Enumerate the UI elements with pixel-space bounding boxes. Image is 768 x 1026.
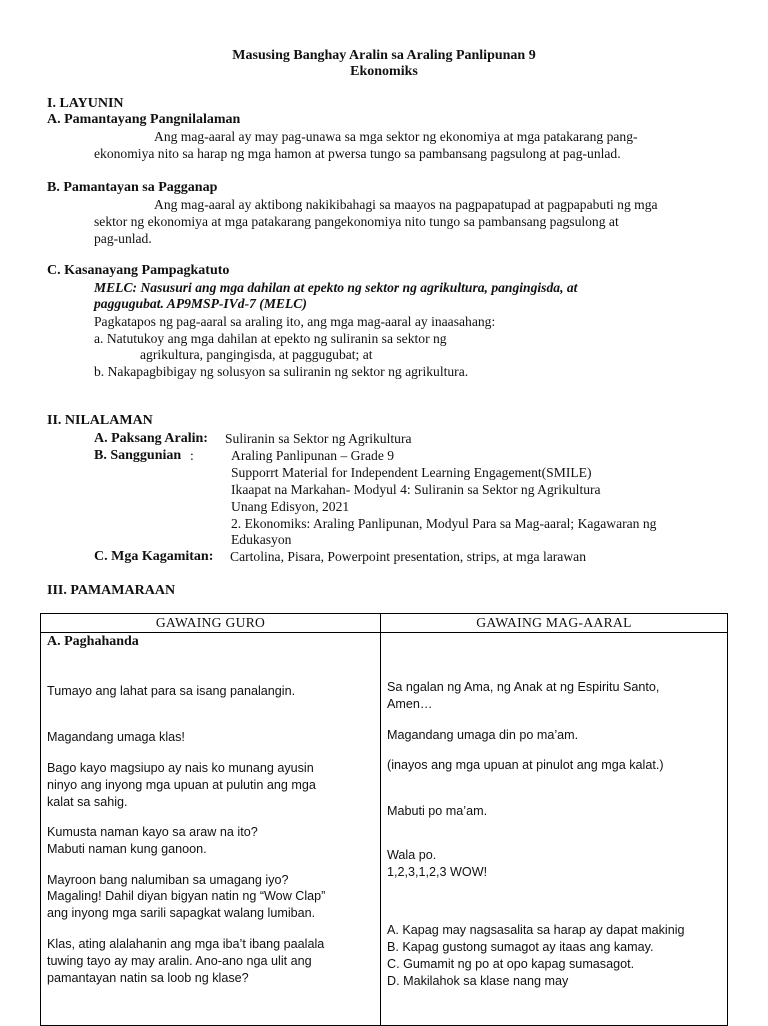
student-activity-cell [381, 633, 728, 1026]
teacher-line: Bago kayo magsiupo ay nais ko munang ayusin [47, 761, 314, 775]
reference-line: Edukasyon [231, 532, 292, 547]
teacher-line: Magaling! Dahil diyan bigyan natin ng “Wow Clap” [47, 889, 326, 903]
objective-a: a. Natutukoy ang mga dahilan at epekto ng suliranin sa sektor ng [94, 331, 447, 346]
student-line: 1,2,3,1,2,3 WOW! [387, 865, 488, 879]
section-label-paghahanda: A. Paghahanda [47, 634, 139, 649]
paragraph-line: ekonomiya nito sa harap ng mga hamon at pwersa tungo sa pambansang pagsulong at pag-unlad. [94, 146, 621, 161]
paksa-label: A. Paksang Aralin: [94, 431, 208, 446]
reference-line: Araling Panlipunan – Grade 9 [231, 448, 395, 463]
teacher-line: Kumusta naman kayo sa araw na ito? [47, 825, 258, 839]
teacher-line: Mabuti naman kung ganoon. [47, 842, 207, 856]
subheading-pamantayang-pangnilalaman: A. Pamantayang Pangnilalaman [47, 112, 241, 127]
melc-line: paggugubat. AP9MSP-IVd-7 (MELC) [94, 296, 307, 311]
paragraph-line: pag-unlad. [94, 231, 152, 246]
teacher-line: kalat sa sahig. [47, 795, 128, 809]
student-line: (inayos ang mga upuan at pinulot ang mga kalat.) [387, 758, 664, 772]
reference-line: Supporrt Material for Independent Learning Engagement(SMILE) [231, 465, 592, 480]
student-line: C. Gumamit ng po at opo kapag sumasagot. [387, 957, 635, 971]
student-line: Amen… [387, 697, 433, 711]
section-heading-nilalaman: II. NILALAMAN [47, 413, 153, 428]
column-header-gawaing-guro: GAWAING GURO [41, 614, 381, 633]
student-line: Magandang umaga din po ma’am. [387, 728, 579, 742]
student-line: A. Kapag may nagsasalita sa harap ay dapat makinig [387, 923, 685, 937]
paksa-value: Suliranin sa Sektor ng Agrikultura [225, 431, 412, 446]
section-heading-layunin: I. LAYUNIN [47, 96, 124, 111]
objective-a-cont: agrikultura, pangingisda, at paggugubat; at [140, 347, 373, 362]
reference-line: Unang Edisyon, 2021 [231, 499, 350, 514]
teacher-line: Mayroon bang nalumiban sa umagang iyo? [47, 873, 289, 887]
objective-b: b. Nakapagbibigay ng solusyon sa suliranin ng sektor ng agrikultura. [94, 364, 469, 379]
teacher-line: pamantayan natin sa loob ng klase? [47, 971, 249, 985]
paragraph-line: Ang mag-aaral ay aktibong nakikibahagi sa maayos na pagpapatupad at pagpapabuti ng mga [154, 197, 658, 212]
subheading-pamantayan-sa-pagganap: B. Pamantayan sa Pagganap [47, 180, 218, 195]
melc-line: MELC: Nasusuri ang mga dahilan at epekto ng sektor ng agrikultura, pangingisda, at [94, 280, 578, 295]
teacher-line: ninyo ang inyong mga upuan at pulutin ang mga [47, 778, 316, 792]
teacher-line: Tumayo ang lahat para sa isang panalangin. [47, 684, 296, 698]
sanggunian-colon: : [190, 448, 194, 463]
student-line: Mabuti po ma’am. [387, 804, 488, 818]
column-header-gawaing-mag-aaral: GAWAING MAG-AARAL [381, 614, 728, 633]
reference-line: Ikaapat na Markahan- Modyul 4: Suliranin sa Sektor ng Agrikultura [231, 482, 601, 497]
kagamitan-label: C. Mga Kagamitan: [94, 549, 214, 564]
student-line: Wala po. [387, 848, 437, 862]
student-line: Sa ngalan ng Ama, ng Anak at ng Espiritu Santo, [387, 680, 660, 694]
document-subtitle: Ekonomiks [350, 64, 418, 79]
reference-line: 2. Ekonomiks: Araling Panlipunan, Modyul Para sa Mag-aaral; Kagawaran ng [231, 516, 657, 531]
teacher-line: Magandang umaga klas! [47, 730, 185, 744]
kagamitan-value: Cartolina, Pisara, Powerpoint presentation, strips, at mga larawan [230, 549, 586, 564]
paragraph-line: sektor ng ekonomiya at mga patakarang pangekonomiya nito tungo sa pambansang pagsulong at [94, 214, 619, 229]
subheading-kasanayang-pampagkatuto: C. Kasanayang Pampagkatuto [47, 263, 230, 278]
teacher-activity-cell [41, 633, 381, 1026]
teacher-line: tuwing tayo ay may aralin. Ano-ano nga ulit ang [47, 954, 312, 968]
teacher-line: Klas, ating alalahanin ang mga iba’t ibang paalala [47, 937, 325, 951]
procedure-table [40, 613, 728, 1026]
student-line: B. Kapag gustong sumagot ay itaas ang kamay. [387, 940, 654, 954]
section-heading-pamamaraan: III. PAMAMARAAN [47, 583, 176, 598]
objectives-intro: Pagkatapos ng pag-aaral sa araling ito, ang mga mag-aaral ay inaasahang: [94, 314, 496, 329]
document-title: Masusing Banghay Aralin sa Araling Panlipunan 9 [232, 48, 536, 63]
teacher-line: ang inyong mga sarili sapagkat walang lumiban. [47, 906, 316, 920]
paragraph-line: Ang mag-aaral ay may pag-unawa sa mga sektor ng ekonomiya at mga patakarang pang- [154, 129, 638, 144]
student-line: D. Makilahok sa klase nang may [387, 974, 569, 988]
sanggunian-label: B. Sanggunian [94, 448, 182, 463]
